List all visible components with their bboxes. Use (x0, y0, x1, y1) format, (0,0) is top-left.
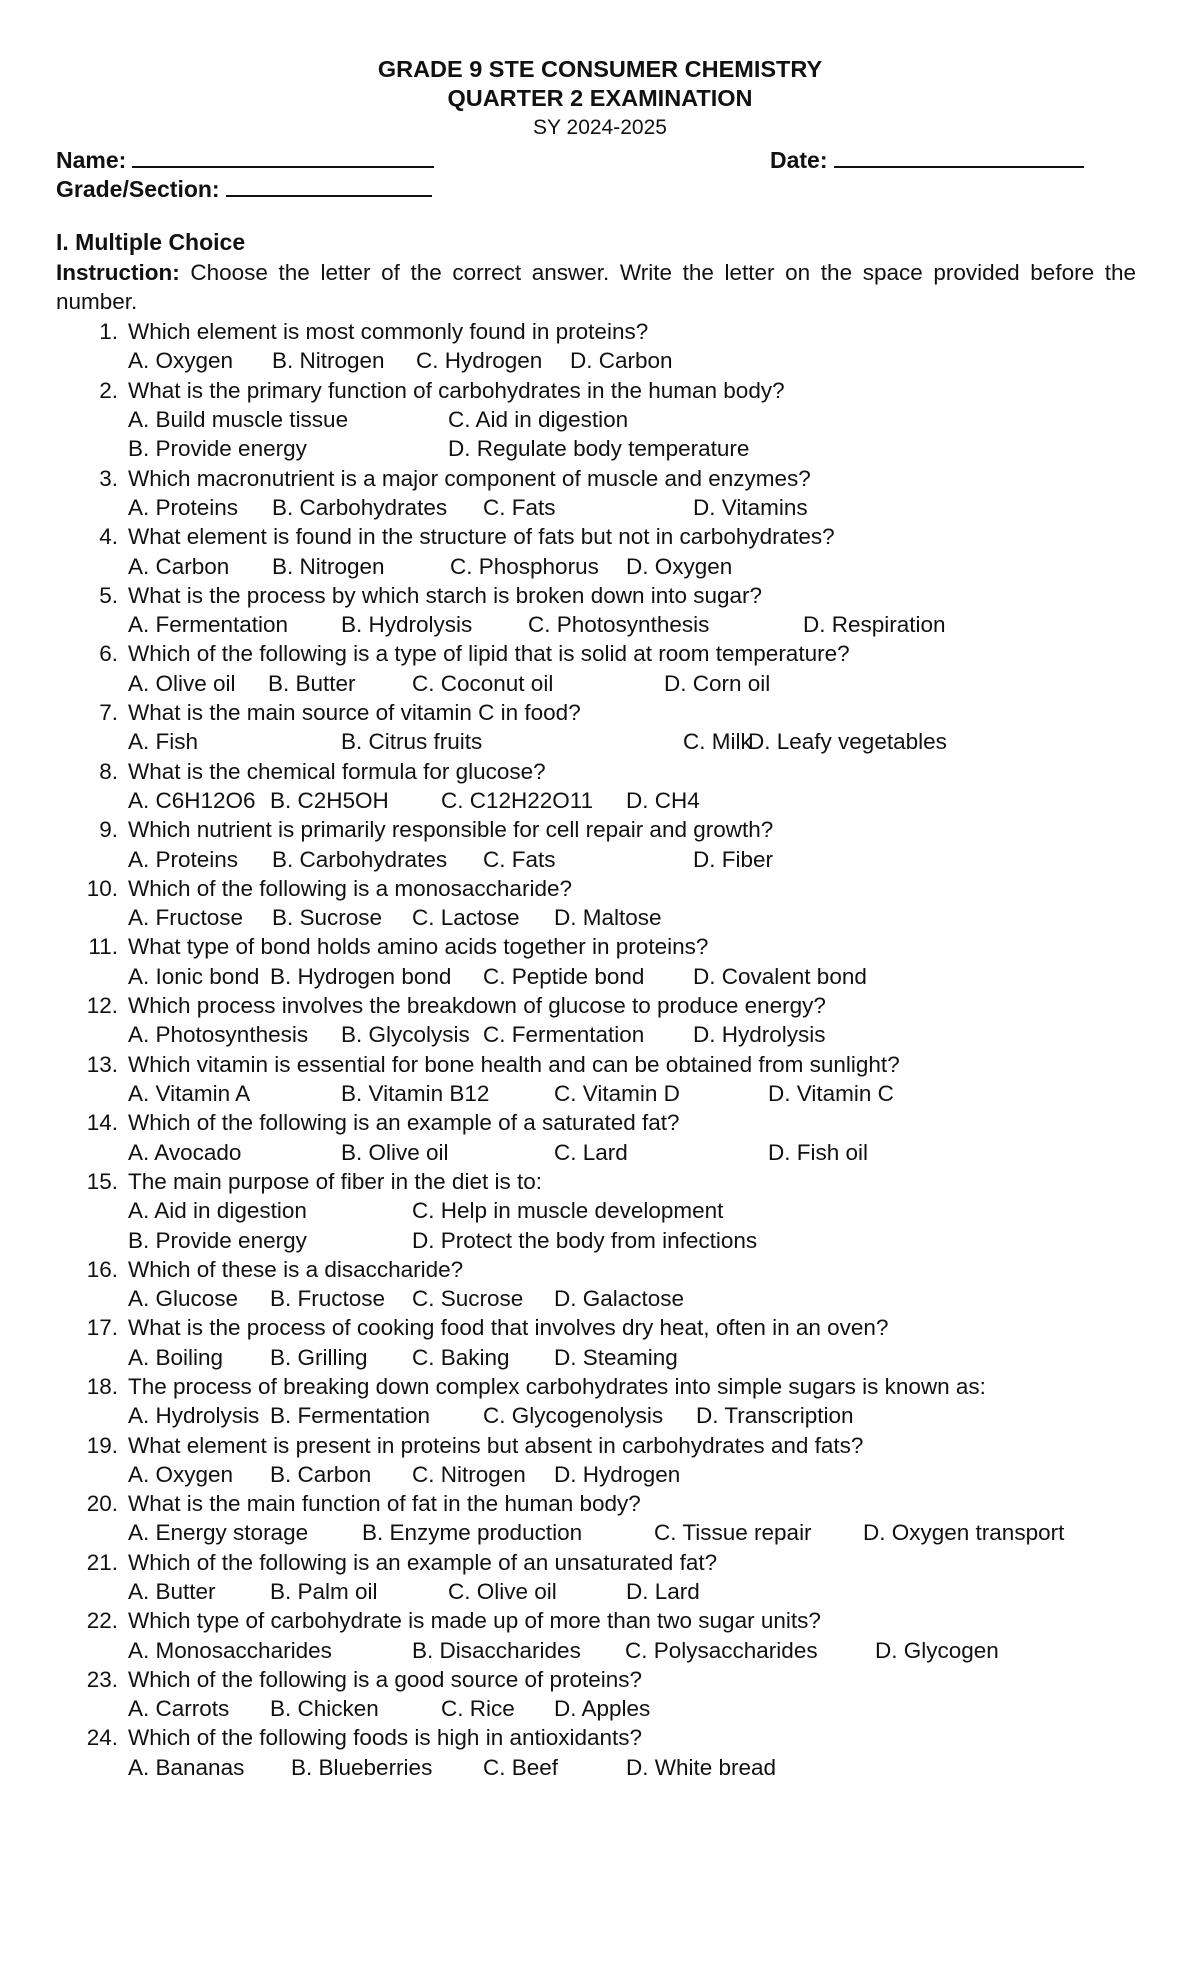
options-row (128, 610, 1156, 639)
question-number: 9. (99, 817, 118, 843)
answer-option: C. Help in muscle development (412, 1198, 724, 1224)
question-number: 8. (99, 758, 118, 784)
question-number: 2. (99, 377, 118, 403)
question-17 (56, 1313, 1156, 1372)
answer-option: B. Sucrose (272, 905, 383, 931)
answer-option: C. Lard (554, 1139, 628, 1165)
question-3 (56, 464, 1156, 523)
answer-option: D. Apples (554, 1696, 651, 1722)
question-text: Which vitamin is essential for bone health and can be obtained from sunlight? (128, 1051, 900, 1077)
answer-option: D. Covalent bond (693, 963, 867, 989)
question-text: Which type of carbohydrate is made up of more than two sugar units? (128, 1608, 821, 1634)
answer-option: D. White bread (626, 1754, 777, 1780)
date-label: Date: (770, 147, 828, 173)
answer-option: C. C12H22O11 (441, 787, 594, 813)
options-row (128, 1343, 1156, 1372)
answer-option: C. Aid in digestion (448, 406, 629, 432)
grade-section-blank (226, 175, 432, 197)
answer-option: C. Olive oil (448, 1579, 557, 1605)
options-row (128, 1401, 1156, 1430)
question-number: 15. (86, 1168, 118, 1194)
grade-section-field (56, 175, 432, 204)
answer-option: A. Monosaccharides (128, 1637, 332, 1663)
question-number: 21. (86, 1549, 118, 1575)
question-number: 18. (86, 1373, 118, 1399)
question-text: Which of the following is a monosaccharide? (128, 875, 572, 901)
options-row (128, 903, 1156, 932)
question-18 (56, 1372, 1156, 1431)
instruction-text: Choose the letter of the correct answer. Write the letter on the space provided before the number. (56, 260, 1136, 315)
question-15 (56, 1167, 1156, 1255)
options-row (128, 962, 1156, 991)
question-text: The main purpose of fiber in the diet is to: (128, 1168, 542, 1194)
answer-option: C. Fats (483, 494, 556, 520)
options-row (128, 1577, 1156, 1606)
answer-option: C. Phosphorus (450, 553, 599, 579)
answer-option: B. C2H5OH (270, 787, 389, 813)
question-number: 19. (86, 1432, 118, 1458)
answer-option: A. Hydrolysis (128, 1403, 260, 1429)
question-text: Which of the following foods is high in antioxidants? (128, 1725, 643, 1751)
answer-option: A. Fructose (128, 905, 244, 931)
question-number: 22. (86, 1608, 118, 1634)
options-row (128, 434, 1156, 463)
options-row (128, 405, 1156, 434)
answer-option: B. Nitrogen (272, 553, 385, 579)
answer-option: C. Fats (483, 846, 556, 872)
question-number: 4. (99, 524, 118, 550)
answer-option: B. Butter (268, 670, 356, 696)
question-14 (56, 1108, 1156, 1167)
answer-option: D. Corn oil (664, 670, 771, 696)
answer-option: A. Fermentation (128, 612, 289, 638)
answer-option: A. Carbon (128, 553, 230, 579)
question-text: What is the chemical formula for glucose? (128, 758, 546, 784)
answer-option: C. Lactose (412, 905, 520, 931)
answer-option: D. Maltose (554, 905, 662, 931)
answer-option: A. Avocado (128, 1139, 242, 1165)
question-text: What is the primary function of carbohydrates in the human body? (128, 377, 785, 403)
question-2 (56, 376, 1156, 464)
answer-option: C. Photosynthesis (528, 612, 710, 638)
answer-option: A. Olive oil (128, 670, 236, 696)
answer-option: A. Build muscle tissue (128, 406, 349, 432)
answer-option: A. Vitamin A (128, 1080, 251, 1106)
answer-option: B. Hydrolysis (341, 612, 473, 638)
options-row (128, 1226, 1156, 1255)
answer-option: B. Carbon (270, 1461, 372, 1487)
question-number: 6. (99, 641, 118, 667)
options-row (128, 1694, 1156, 1723)
answer-option: C. Baking (412, 1344, 510, 1370)
answer-option: C. Vitamin D (554, 1080, 680, 1106)
answer-option: A. Bananas (128, 1754, 245, 1780)
question-13 (56, 1050, 1156, 1109)
answer-option: B. Enzyme production (362, 1520, 583, 1546)
question-number: 13. (86, 1051, 118, 1077)
question-number: 11. (88, 934, 118, 960)
answer-option: A. Oxygen (128, 1461, 234, 1487)
question-number: 16. (86, 1256, 118, 1282)
date-field (770, 146, 1084, 175)
instruction (56, 258, 1136, 317)
options-row (128, 1753, 1156, 1782)
answer-option: D. Carbon (570, 348, 673, 374)
options-row (128, 845, 1156, 874)
answer-option: B. Hydrogen bond (270, 963, 452, 989)
options-row (128, 1079, 1156, 1108)
question-12 (56, 991, 1156, 1050)
answer-option: D. Hydrogen (554, 1461, 681, 1487)
answer-option: C. Hydrogen (416, 348, 543, 374)
question-9 (56, 815, 1156, 874)
question-5 (56, 581, 1156, 640)
question-text: What type of bond holds amino acids together in proteins? (128, 934, 709, 960)
answer-option: C. Glycogenolysis (483, 1403, 664, 1429)
answer-option: D. Fiber (693, 846, 774, 872)
question-text: Which of the following is an example of a saturated fat? (128, 1110, 680, 1136)
options-row (128, 669, 1156, 698)
answer-option: B. Carbohydrates (272, 846, 448, 872)
answer-option: D. Lard (626, 1579, 700, 1605)
answer-option: B. Chicken (270, 1696, 379, 1722)
answer-option: A. Glucose (128, 1286, 239, 1312)
question-22 (56, 1606, 1156, 1665)
answer-option: C. Milk (683, 729, 752, 755)
question-text: What is the process by which starch is broken down into sugar? (128, 582, 763, 608)
answer-option: D. Galactose (554, 1286, 685, 1312)
options-row (128, 346, 1156, 375)
answer-option: C. Rice (441, 1696, 515, 1722)
instruction-label: Instruction: (56, 260, 180, 285)
answer-option: B. Nitrogen (272, 348, 385, 374)
section-heading: I. Multiple Choice (56, 229, 246, 255)
question-text: Which of the following is a type of lipid that is solid at room temperature? (128, 641, 850, 667)
answer-option: D. Respiration (803, 612, 946, 638)
question-23 (56, 1665, 1156, 1724)
question-text: What is the process of cooking food that involves dry heat, often in an oven? (128, 1315, 889, 1341)
options-row (128, 1636, 1156, 1665)
question-number: 1. (99, 319, 118, 344)
answer-option: A. Proteins (128, 846, 239, 872)
question-text: Which element is most commonly found in proteins? (128, 319, 649, 344)
answer-option: D. Vitamin C (768, 1080, 894, 1106)
answer-option: C. Beef (483, 1754, 559, 1780)
answer-option: B. Glycolysis (341, 1022, 470, 1048)
question-text: What element is found in the structure of fats but not in carbohydrates? (128, 524, 835, 550)
question-number: 20. (86, 1491, 118, 1517)
answer-option: B. Fructose (270, 1286, 386, 1312)
answer-option: B. Provide energy (128, 1227, 307, 1253)
answer-option: C. Sucrose (412, 1286, 524, 1312)
school-year: SY 2024-2025 (533, 116, 667, 139)
answer-option: C. Peptide bond (483, 963, 645, 989)
question-text: Which of these is a disaccharide? (128, 1256, 464, 1282)
answer-option: B. Disaccharides (412, 1637, 581, 1663)
grade-section-label: Grade/Section: (56, 176, 220, 202)
answer-option: A. Aid in digestion (128, 1198, 307, 1224)
question-number: 14. (86, 1110, 118, 1136)
answer-option: A. Butter (128, 1579, 216, 1605)
answer-option: A. Ionic bond (128, 963, 260, 989)
answer-option: C. Tissue repair (654, 1520, 812, 1546)
answer-option: B. Citrus fruits (341, 729, 483, 755)
question-19 (56, 1431, 1156, 1490)
question-text: The process of breaking down complex carbohydrates into simple sugars is known as: (128, 1373, 986, 1399)
question-number: 7. (99, 699, 118, 725)
exam-title: GRADE 9 STE CONSUMER CHEMISTRY (377, 56, 823, 82)
question-list (56, 317, 1156, 1782)
answer-option: C. Fermentation (483, 1022, 645, 1048)
answer-option: A. Oxygen (128, 348, 234, 374)
options-row (128, 1518, 1156, 1547)
answer-option: C. Polysaccharides (625, 1637, 818, 1663)
exam-subtitle: QUARTER 2 EXAMINATION (447, 85, 753, 111)
answer-option: B. Fermentation (270, 1403, 431, 1429)
date-blank (834, 146, 1084, 168)
options-row (128, 1284, 1156, 1313)
answer-option: B. Provide energy (128, 436, 307, 462)
question-20 (56, 1489, 1156, 1548)
question-text: What is the main source of vitamin C in food? (128, 699, 581, 725)
answer-option: B. Olive oil (341, 1139, 449, 1165)
options-row (128, 493, 1156, 522)
answer-option: C. Coconut oil (412, 670, 554, 696)
options-row (128, 786, 1156, 815)
answer-option: B. Blueberries (291, 1754, 433, 1780)
answer-option: D. Protect the body from infections (412, 1227, 758, 1253)
answer-option: A. Carrots (128, 1696, 230, 1722)
answer-option: D. Regulate body temperature (448, 436, 750, 462)
question-10 (56, 874, 1156, 933)
answer-option: D. Hydrolysis (693, 1022, 826, 1048)
question-21 (56, 1548, 1156, 1607)
question-24 (56, 1723, 1156, 1782)
options-row (128, 1020, 1156, 1049)
options-row (128, 727, 1156, 756)
answer-option: B. Vitamin B12 (341, 1080, 490, 1106)
question-7 (56, 698, 1156, 757)
options-row (128, 1138, 1156, 1167)
question-11 (56, 932, 1156, 991)
question-text: What is the main function of fat in the human body? (128, 1491, 641, 1517)
answer-option: A. Boiling (128, 1344, 224, 1370)
answer-option: D. Vitamins (693, 494, 808, 520)
answer-option: C. Nitrogen (412, 1461, 526, 1487)
answer-option: B. Carbohydrates (272, 494, 448, 520)
question-4 (56, 522, 1156, 581)
answer-option: A. Energy storage (128, 1520, 309, 1546)
answer-option: D. Glycogen (875, 1637, 999, 1663)
question-text: Which process involves the breakdown of glucose to produce energy? (128, 992, 826, 1018)
answer-option: D. Oxygen (626, 553, 733, 579)
answer-option: D. Leafy vegetables (748, 729, 947, 755)
answer-option: D. Oxygen transport (863, 1520, 1065, 1546)
question-text: Which of the following is a good source of proteins? (128, 1666, 643, 1692)
question-text: What element is present in proteins but absent in carbohydrates and fats? (128, 1432, 864, 1458)
question-number: 17. (86, 1315, 118, 1341)
question-number: 10. (86, 875, 118, 901)
answer-option: B. Palm oil (270, 1579, 378, 1605)
question-number: 5. (99, 582, 118, 608)
question-text: Which macronutrient is a major component of muscle and enzymes? (128, 465, 811, 491)
question-1 (56, 317, 1156, 376)
answer-option: A. Photosynthesis (128, 1022, 309, 1048)
question-number: 3. (99, 465, 118, 491)
answer-option: B. Grilling (270, 1344, 368, 1370)
question-text: Which of the following is an example of an unsaturated fat? (128, 1549, 718, 1575)
answer-option: A. Proteins (128, 494, 239, 520)
question-number: 23. (86, 1666, 118, 1692)
name-label: Name: (56, 147, 127, 173)
answer-option: D. Fish oil (768, 1139, 869, 1165)
answer-option: D. Transcription (696, 1403, 854, 1429)
answer-option: A. C6H12O6 (128, 787, 256, 813)
name-field (56, 146, 434, 175)
question-8 (56, 757, 1156, 816)
question-text: Which nutrient is primarily responsible for cell repair and growth? (128, 817, 774, 843)
options-row (128, 552, 1156, 581)
answer-option: D. CH4 (626, 787, 700, 813)
answer-option: A. Fish (128, 729, 199, 755)
options-row (128, 1196, 1156, 1225)
question-number: 12. (86, 992, 118, 1018)
question-16 (56, 1255, 1156, 1314)
name-blank (132, 146, 434, 168)
answer-option: D. Steaming (554, 1344, 678, 1370)
question-number: 24. (86, 1725, 118, 1751)
question-6 (56, 639, 1156, 698)
options-row (128, 1460, 1156, 1489)
